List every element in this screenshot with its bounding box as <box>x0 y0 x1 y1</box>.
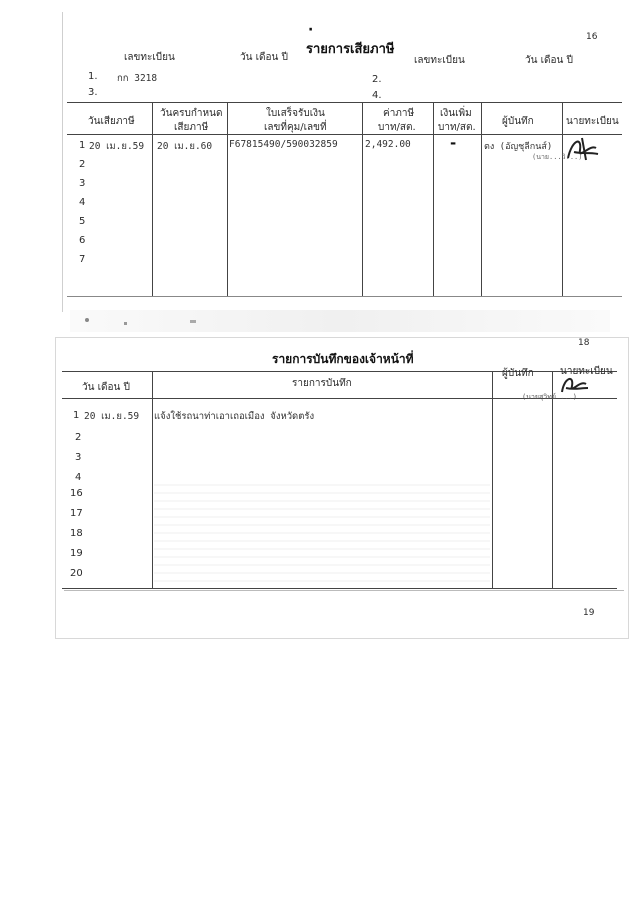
header-tax-b: บาท/สต. <box>378 122 416 133</box>
reg-label-1: เลขทะเบียน <box>124 52 175 63</box>
payment-date-value: 20 เม.ย.59 <box>89 141 145 152</box>
row-number: 19 <box>70 548 83 559</box>
reg-row-1-no: 1. <box>88 71 98 82</box>
row-number: 3 <box>75 452 82 463</box>
bleed-through <box>154 484 490 584</box>
header-date: วัน เดือน ปี <box>82 382 130 393</box>
reg-row-1-value: กก 3218 <box>117 73 158 84</box>
table-bottom-border <box>62 588 617 589</box>
col-divider <box>492 371 493 588</box>
receipt-number-value: F67815490/590032859 <box>229 139 338 150</box>
officer-record-title: รายการบันทึกของเจ้าหน้าที่ <box>272 352 414 366</box>
row-number: 1 <box>73 410 80 421</box>
header-record: รายการบันทึก <box>292 378 352 389</box>
reg-row-2-no: 2. <box>372 74 382 85</box>
reg-row-3-no: 3. <box>88 87 98 98</box>
row-number: 3 <box>79 178 86 189</box>
scan-speck <box>85 318 89 322</box>
col-divider <box>227 102 228 296</box>
table-bottom-border <box>67 296 622 297</box>
row-number: 7 <box>79 254 86 265</box>
recorder-sub-value: (นาย...วิ...) <box>532 153 583 161</box>
table-top-border <box>67 102 622 103</box>
scan-shadow <box>70 310 610 332</box>
registrar-caption: (นายสุวิทย์ ...) <box>522 393 578 401</box>
reg-label-2: เลขทะเบียน <box>414 55 465 66</box>
header-due-date-b: เสียภาษี <box>174 122 209 133</box>
reg-row-4-no: 4. <box>372 90 382 101</box>
recorder-value: ตง (อัญชุลีกนส์) <box>484 142 553 152</box>
header-registrar: นายทะเบียน <box>560 366 613 377</box>
row-number: 18 <box>70 528 83 539</box>
row-number: 4 <box>79 197 86 208</box>
footer-page-number: 19 <box>583 608 595 618</box>
col-divider <box>552 371 553 588</box>
col-divider <box>152 102 153 296</box>
row-number: 6 <box>79 235 86 246</box>
header-due-date-a: วันครบกำหนด <box>160 108 223 119</box>
row-number: 5 <box>79 216 86 227</box>
date-label-1: วัน เดือน ปี <box>240 52 288 63</box>
surcharge-value: - <box>450 134 457 152</box>
dot-mark: · <box>308 22 314 38</box>
header-recorder: ผู้บันทึก <box>502 368 534 379</box>
row-number: 2 <box>75 432 82 443</box>
col-divider <box>362 102 363 296</box>
tax-amount-value: 2,492.00 <box>365 139 411 150</box>
row-number: 16 <box>70 488 83 499</box>
header-receipt-b: เลขที่คุม/เลขที่ <box>264 122 327 133</box>
row-number: 17 <box>70 508 83 519</box>
sheet-edge <box>64 590 624 591</box>
header-receipt-a: ใบเสร็จรับเงิน <box>266 108 325 119</box>
page-number-top: 16 <box>586 32 598 42</box>
col-divider <box>481 102 482 296</box>
record-text-value: แจ้งใช้รถนาท่าเอาเถอเมือง จังหวัดตรัง <box>154 411 315 422</box>
col-divider <box>152 371 153 588</box>
scan-speck <box>190 320 196 323</box>
page-number-bottom: 18 <box>578 338 590 348</box>
row-number: 4 <box>75 472 82 483</box>
row-number: 20 <box>70 568 83 579</box>
table-header-border <box>67 134 622 135</box>
row-number: 2 <box>79 159 86 170</box>
header-surcharge-b: บาท/สต. <box>438 122 476 133</box>
date-label-2: วัน เดือน ปี <box>525 55 573 66</box>
scan-edge <box>62 12 63 312</box>
row-number: 1 <box>79 140 86 151</box>
registrar-signature-icon <box>562 132 602 166</box>
header-registrar: นายทะเบียน <box>566 116 619 127</box>
record-date-value: 20 เม.ย.59 <box>84 411 140 422</box>
header-payment-date: วันเสียภาษี <box>88 116 135 127</box>
header-recorder: ผู้บันทึก <box>502 116 534 127</box>
header-surcharge-a: เงินเพิ่ม <box>440 108 472 119</box>
scan-speck <box>124 322 127 325</box>
header-tax-a: ค่าภาษี <box>383 108 415 119</box>
col-divider <box>433 102 434 296</box>
tax-title: รายการเสียภาษี <box>306 42 395 57</box>
due-date-value: 20 เม.ย.60 <box>157 141 213 152</box>
